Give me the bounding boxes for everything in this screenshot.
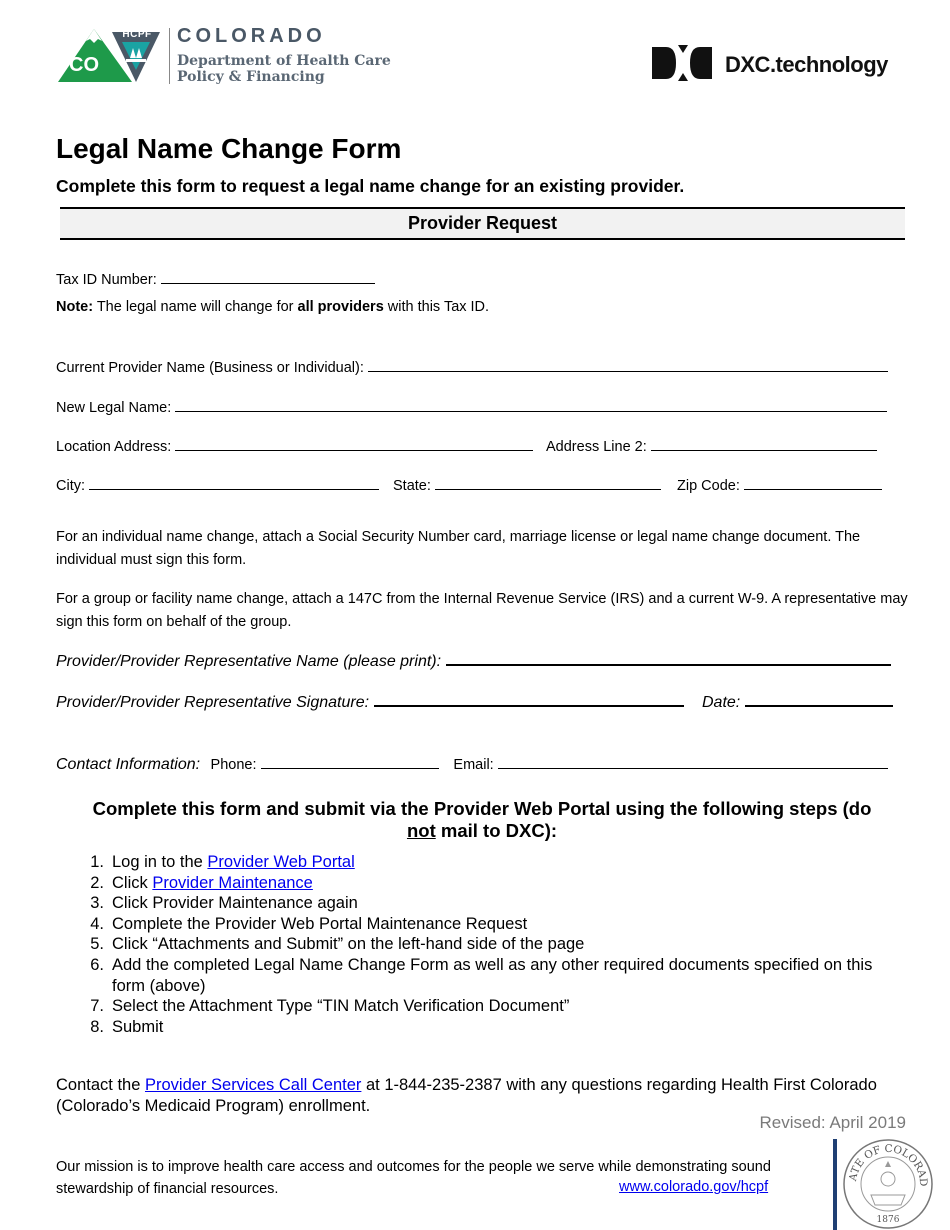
seal-year: 1876 [876, 1215, 900, 1225]
phone-field[interactable] [261, 754, 439, 769]
page-subtitle: Complete this form to request a legal name change for an existing provider. [56, 176, 685, 196]
step-item: 3. Click Provider Maintenance again [90, 894, 358, 913]
seal-text: ATE OF COLORAD [847, 1142, 930, 1187]
partner-name: DXC.technology [725, 52, 888, 77]
rep-name-label: Provider/Provider Representative Name (please print): [56, 653, 442, 670]
city-field[interactable] [89, 475, 379, 490]
dxc-logo-icon [652, 43, 714, 85]
step-item: 1. Log in to the Provider Web Portal [90, 853, 355, 871]
current-name-field[interactable] [368, 357, 888, 372]
email-label: Email: [453, 757, 494, 773]
contact-row [56, 754, 888, 774]
location-label: Location Address: [56, 439, 172, 455]
rep-name-row [56, 651, 891, 671]
heading-emphasis: not [406, 820, 436, 841]
provider-maintenance-link[interactable]: Provider Maintenance [152, 873, 313, 892]
state-seal-icon [841, 1137, 935, 1229]
zip-label: Zip Code: [677, 478, 740, 494]
new-name-row [56, 397, 887, 416]
email-field[interactable] [498, 754, 888, 769]
note-emphasis: all providers [297, 299, 384, 315]
address2-row [546, 436, 877, 455]
call-center-link[interactable]: Provider Services Call Center [144, 1076, 362, 1094]
contact-label: Contact Information: [56, 756, 201, 773]
current-name-label: Current Provider Name (Business or Individual): [56, 360, 364, 376]
state-label: State: [393, 478, 431, 494]
individual-instructions: For an individual name change, attach a Social Security Number card, marriage license or legal name change document. The individual must sign this form. [56, 529, 861, 568]
signature-label: Provider/Provider Representative Signature: [56, 694, 370, 711]
phone-label: Phone: [210, 757, 257, 773]
new-name-field[interactable] [175, 397, 887, 412]
new-name-label: New Legal Name: [56, 400, 172, 416]
current-name-row [56, 357, 888, 376]
step-item: 4. Complete the Provider Web Portal Maintenance Request [90, 914, 528, 933]
location-field[interactable] [175, 436, 533, 451]
department-line-2: Policy & Financing [177, 69, 325, 85]
contact-paragraph: Contact the Provider Services Call Center at 1-844-235-2387 with any questions regarding Health First Colorado (Colorado’s Medicaid Program) enrollment. [56, 1076, 877, 1115]
logo-initials: CO [69, 54, 99, 76]
revised-date: Revised: April 2019 [759, 1113, 906, 1132]
date-field[interactable] [745, 692, 893, 707]
step-item: 6. Add the completed Legal Name Change Form as well as any other required documents specified on this form (above) [90, 955, 873, 995]
section-header [60, 207, 905, 240]
step-item: 7. Select the Attachment Type “TIN Match Verification Document” [90, 997, 570, 1016]
signature-row [56, 692, 684, 712]
hcpf-website-link[interactable]: www.colorado.gov/hcpf [619, 1179, 769, 1195]
state-field[interactable] [435, 475, 661, 490]
city-row [56, 475, 379, 494]
signature-field[interactable] [374, 692, 684, 707]
step-item: 2. Click Provider Maintenance [90, 873, 313, 892]
steps-list [56, 852, 908, 1037]
footer-bar [833, 1139, 837, 1230]
section-title: Provider Request [407, 213, 558, 233]
address2-field[interactable] [651, 436, 877, 451]
rep-name-field[interactable] [446, 651, 891, 666]
tax-id-label: Tax ID Number: [56, 272, 157, 288]
address2-label: Address Line 2: [546, 439, 647, 455]
tax-id-row [56, 269, 375, 288]
date-label: Date: [702, 694, 741, 711]
date-row [702, 692, 893, 712]
logo-badge: HCPF [122, 29, 152, 40]
page-title: Legal Name Change Form [56, 133, 402, 164]
zip-row [677, 475, 882, 494]
tax-id-field[interactable] [161, 269, 375, 284]
state-name: COLORADO [177, 25, 326, 47]
provider-web-portal-link[interactable]: Provider Web Portal [207, 853, 355, 871]
state-row [393, 475, 661, 494]
group-instructions: For a group or facility name change, attach a 147C from the Internal Revenue Service (IRS) and a current W-9. A representative may sign this form on behalf of the group. [56, 591, 908, 630]
zip-field[interactable] [744, 475, 882, 490]
city-label: City: [56, 478, 85, 494]
note-label: Note: [56, 299, 94, 315]
step-item: 5. Click “Attachments and Submit” on the left-hand side of the page [90, 935, 585, 954]
note: Note: The legal name will change for all providers with this Tax ID. [56, 299, 490, 315]
department-line-1: Department of Health Care [177, 53, 391, 69]
logo-divider [169, 28, 170, 84]
step-item: 8. Submit [90, 1017, 164, 1036]
submit-heading: Complete this form and submit via the Provider Web Portal using the following steps (do not mail to DXC): [92, 798, 872, 841]
location-row [56, 436, 533, 455]
mission-statement: Our mission is to improve health care access and outcomes for the people we serve while demonstrating sound stewardship of financial resources. [56, 1159, 771, 1197]
